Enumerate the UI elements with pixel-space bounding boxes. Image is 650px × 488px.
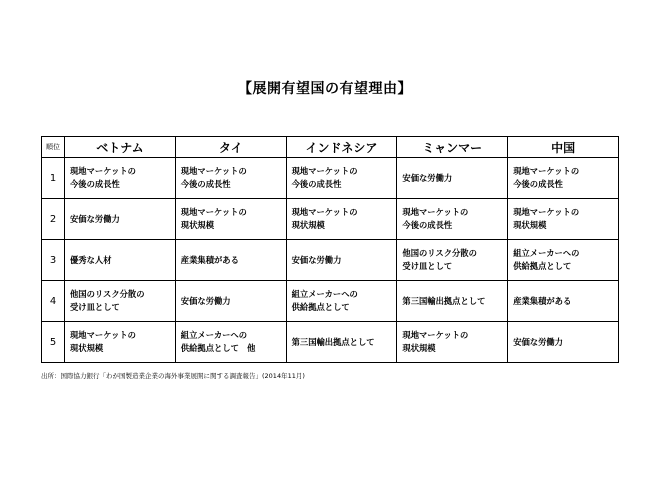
- country-header: タイ: [175, 137, 286, 158]
- table-cell: 現地マーケットの 今後の成長性: [397, 199, 508, 240]
- table-cell: 安価な労働力: [286, 240, 397, 281]
- table-cell: 安価な労働力: [397, 158, 508, 199]
- table-cell: 現地マーケットの 今後の成長性: [286, 158, 397, 199]
- page-title: 【展開有望国の有望理由】: [238, 81, 412, 97]
- table-cell: 組立メーカーへの 供給拠点として 他: [175, 322, 286, 363]
- table-cell: 現地マーケットの 現状規模: [286, 199, 397, 240]
- table-cell: 安価な労働力: [508, 322, 619, 363]
- rank-number: 2: [42, 199, 65, 240]
- table-cell: 現地マーケットの 今後の成長性: [65, 158, 176, 199]
- header-row: [42, 137, 619, 158]
- table-row: [42, 199, 619, 240]
- table-row: [42, 281, 619, 322]
- table-cell: 現地マーケットの 現状規模: [508, 199, 619, 240]
- table-row: [42, 322, 619, 363]
- table-row: [42, 240, 619, 281]
- table-row: [42, 158, 619, 199]
- table-cell: 現地マーケットの 現状規模: [397, 322, 508, 363]
- rank-number: 5: [42, 322, 65, 363]
- table-cell: 産業集積がある: [175, 240, 286, 281]
- table-cell: 現地マーケットの 今後の成長性: [175, 158, 286, 199]
- table-cell: 優秀な人材: [65, 240, 176, 281]
- rank-number: 4: [42, 281, 65, 322]
- rank-header: 順位: [42, 137, 65, 158]
- table-cell: 現地マーケットの 現状規模: [65, 322, 176, 363]
- reasons-table: [41, 136, 619, 363]
- rank-number: 1: [42, 158, 65, 199]
- table-cell: 現地マーケットの 今後の成長性: [508, 158, 619, 199]
- table-cell: 産業集積がある: [508, 281, 619, 322]
- rank-number: 3: [42, 240, 65, 281]
- table-cell: 他国のリスク分散の 受け皿として: [65, 281, 176, 322]
- country-header: インドネシア: [286, 137, 397, 158]
- table-cell: 第三国輸出拠点として: [286, 322, 397, 363]
- country-header: ベトナム: [65, 137, 176, 158]
- table-cell: 安価な労働力: [65, 199, 176, 240]
- table-cell: 組立メーカーへの 供給拠点として: [508, 240, 619, 281]
- table-cell: 他国のリスク分散の 受け皿として: [397, 240, 508, 281]
- table-cell: 現地マーケットの 現状規模: [175, 199, 286, 240]
- source-note: 出所：国際協力銀行「わが国製造業企業の海外事業展開に関する調査報告」(2014年11月): [41, 372, 305, 380]
- table-cell: 組立メーカーへの 供給拠点として: [286, 281, 397, 322]
- country-header: 中国: [508, 137, 619, 158]
- table-cell: 第三国輸出拠点として: [397, 281, 508, 322]
- country-header: ミャンマー: [397, 137, 508, 158]
- table-cell: 安価な労働力: [175, 281, 286, 322]
